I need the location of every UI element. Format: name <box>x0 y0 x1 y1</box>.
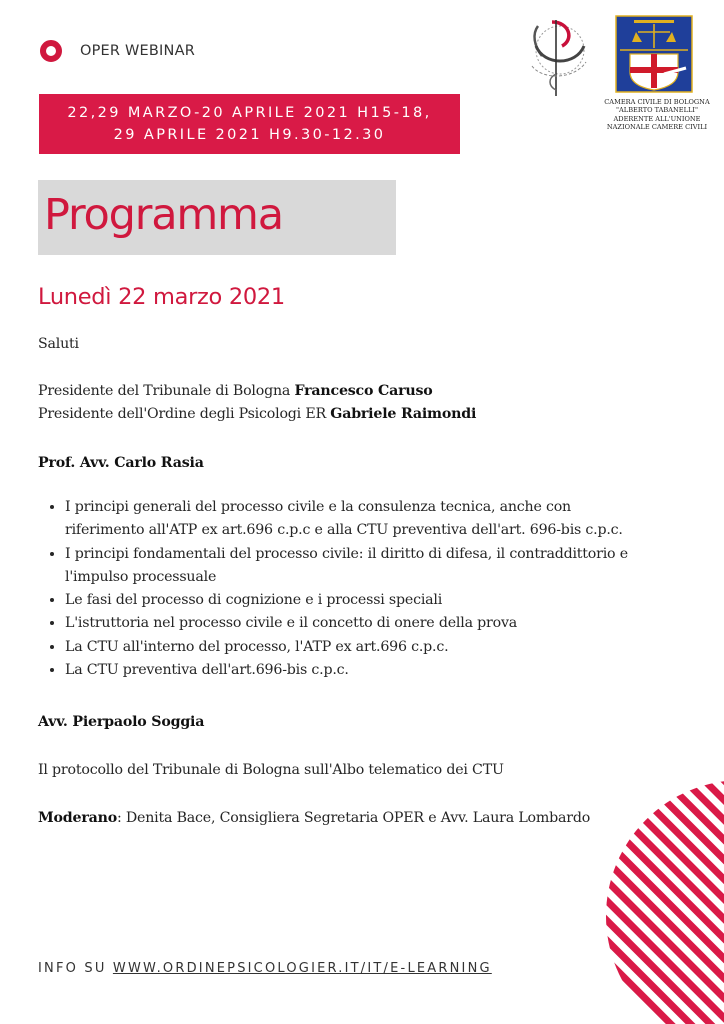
speaker-name: Prof. Avv. Carlo Rasia <box>38 455 204 471</box>
president-role: Presidente dell'Ordine degli Psicologi ER <box>38 406 326 422</box>
speaker-name: Avv. Pierpaolo Soggia <box>38 714 205 730</box>
date-banner <box>39 94 460 154</box>
e-learning-link[interactable]: WWW.ORDINEPSICOLOGIER.IT/IT/E-LEARNING <box>112 961 492 976</box>
camera-civile-caption <box>602 98 712 131</box>
day-heading: Lunedì 22 marzo 2021 <box>38 284 285 310</box>
topic-line: La CTU all'interno del processo, l'ATP ex art.696 c.p.c. <box>65 638 449 655</box>
topic-line: I principi fondamentali del processo civile: il diritto di difesa, il contraddittorio e <box>65 545 628 562</box>
president-line <box>38 403 476 426</box>
topic-line: riferimento all'ATP ex art.696 c.p.c e alla CTU preventiva dell'art. 696-bis c.p.c. <box>65 522 623 539</box>
title-box <box>38 180 396 255</box>
protocol-text: Il protocollo del Tribunale di Bologna sull'Albo telematico dei CTU <box>38 762 504 778</box>
president-line <box>38 380 433 403</box>
topic-item <box>65 589 715 612</box>
topic-item <box>65 496 715 543</box>
topic-line: I principi generali del processo civile e la consulenza tecnica, anche con <box>65 499 571 515</box>
saluti-text: Saluti <box>38 336 79 352</box>
topic-item <box>65 659 715 682</box>
topic-list <box>38 496 715 682</box>
topic-item <box>65 636 715 659</box>
page-title: Programma <box>44 190 283 240</box>
president-name: Francesco Caruso <box>294 383 433 399</box>
oper-logo-icon <box>40 40 62 62</box>
date-line-1: 22,29 MARZO-20 APRILE 2021 H15-18, <box>67 105 432 121</box>
caption-line: "ALBERTO TABANELLI" <box>616 106 698 115</box>
moderators-text: : Denita Bace, Consigliera Segretaria OPER e Avv. Laura Lombardo <box>116 810 591 826</box>
footer-prefix: INFO SU <box>38 961 113 976</box>
topic-line: L'istruttoria nel processo civile e il concetto di onere della prova <box>65 615 518 632</box>
moderators-label: Moderano <box>38 810 117 826</box>
president-name: Gabriele Raimondi <box>330 406 477 422</box>
striped-circle-decoration <box>600 780 724 1024</box>
caption-line: CAMERA CIVILE DI BOLOGNA <box>604 98 710 106</box>
topic-line: La CTU preventiva dell'art.696-bis c.p.c. <box>65 662 349 679</box>
camera-civile-shield-icon <box>614 14 694 94</box>
brand-label: OPER WEBINAR <box>80 43 195 59</box>
president-role: Presidente del Tribunale di Bologna <box>38 383 291 399</box>
caption-line: ADERENTE ALL'UNIONE <box>613 114 701 123</box>
partner-logos <box>522 14 712 154</box>
speaker-2 <box>38 711 204 734</box>
psychology-order-logo-icon <box>522 16 594 102</box>
topic-item <box>65 543 715 590</box>
brand <box>40 40 195 62</box>
date-line-2: 29 APRILE 2021 H9.30-12.30 <box>113 127 386 143</box>
caption-line: NAZIONALE CAMERE CIVILI <box>606 122 708 131</box>
topic-line: Le fasi del processo di cognizione e i processi speciali <box>65 592 443 609</box>
speaker-1 <box>38 452 204 475</box>
footer <box>38 961 492 976</box>
topic-line: l'impulso processuale <box>65 568 217 585</box>
topic-item <box>65 612 715 635</box>
moderators-line <box>38 807 590 830</box>
